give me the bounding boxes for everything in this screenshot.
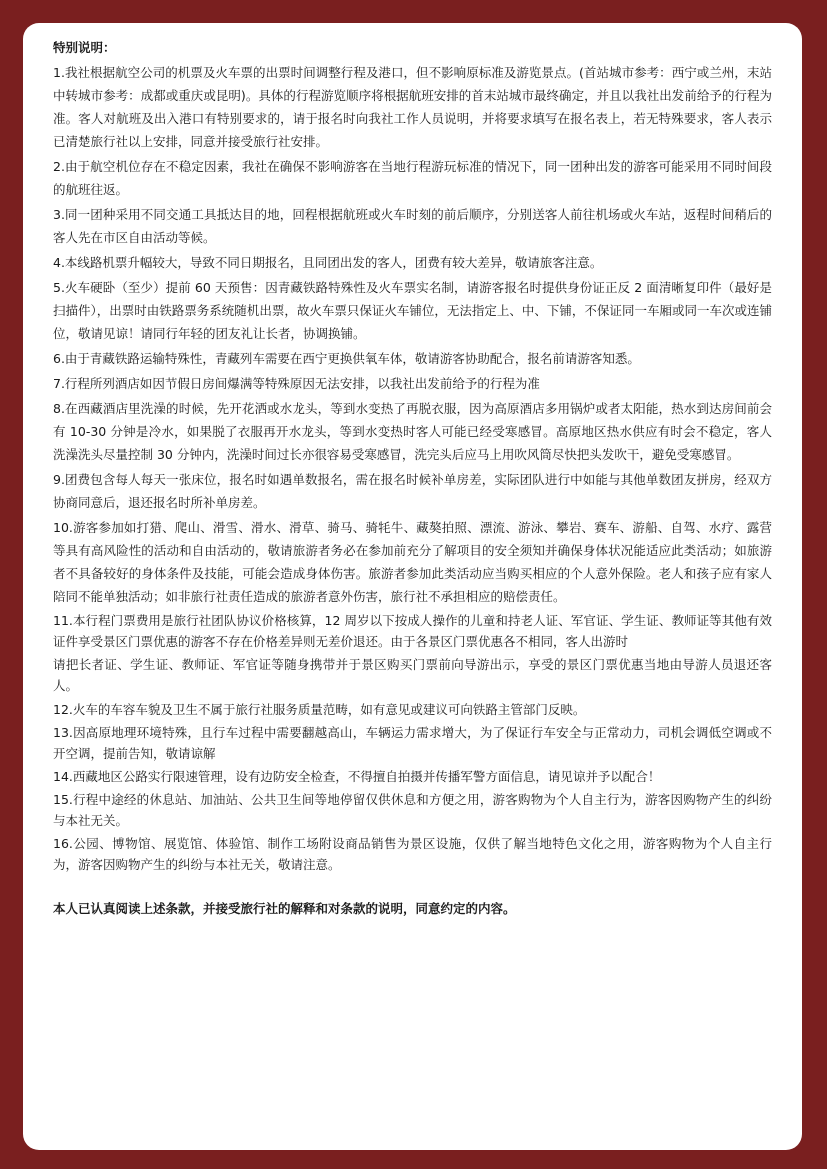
clause-3: 3.同一团种采用不同交通工具抵达目的地，回程根据航班或火车时刻的前后顺序，分别送客人前往机场或火车站，返程时间稍后的客人先在市区自由活动等候。 [53, 207, 772, 245]
clause-7: 7.行程所列酒店如因节假日房间爆满等特殊原因无法安排，以我社出发前给予的行程为准 [53, 376, 540, 391]
clause-14: 14.西藏地区公路实行限速管理，设有边防安全检查，不得擅自拍摄并传播军警方面信息，请见谅并予以配合！ [53, 769, 661, 784]
clause-13: 13.因高原地理环境特殊，且行车过程中需要翻越高山，车辆运力需求增大，为了保证行车安全与正常动力，司机会调低空调或不开空调，提前告知，敬请谅解 [53, 725, 772, 761]
clause-9: 9.团费包含每人每天一张床位，报名时如遇单数报名，需在报名时候补单房差，实际团队进行中如能与其他单数团友拼房，经双方协商同意后，退还报名时所补单房差。 [53, 472, 772, 510]
clause-4: 4.本线路机票升幅较大，导致不同日期报名，且同团出发的客人，团费有较大差异，敬请旅客注意。 [53, 255, 603, 270]
clause-2: 2.由于航空机位存在不稳定因素，我社在确保不影响游客在当地行程游玩标准的情况下，同一团种出发的游客可能采用不同时间段的航班往返。 [53, 159, 772, 197]
clause-8: 8.在西藏酒店里洗澡的时候，先开花洒或水龙头，等到水变热了再脱衣服，因为高原酒店多用锅炉或者太阳能，热水到达房间前会有 10-30 分钟是冷水，如果脱了衣服再开水龙头，等到水变热时客人可能已经受寒感冒。高原地区热水供应有时会不稳定，客人洗澡洗头尽量控制 30 分钟内，洗澡时间过长亦很容易受寒感冒，洗完头后应马上用吹风筒尽快把头发吹干，避免受寒感冒。 [53, 401, 772, 462]
clause-5: 5.火车硬卧（至少）提前 60 天预售：因青藏铁路特殊性及火车票实名制，请游客报名时提供身份证正反 2 面清晰复印件（最好是扫描件），出票时由铁路票务系统随机出票，故火车票只保证火车铺位，无法指定上、中、下铺，不保证同一车厢或同一车次或连铺位，敬请见谅！请同行年轻的团友礼让长者，协调换铺。 [53, 280, 772, 341]
agreement-statement: 本人已认真阅读上述条款，并接受旅行社的解释和对条款的说明，同意约定的内容。 [53, 901, 516, 916]
clause-10: 10.游客参加如打猎、爬山、滑雪、滑水、滑草、骑马、骑牦牛、藏獒拍照、漂流、游泳、攀岩、赛车、游船、自驾、水疗、露营等具有高风险性的活动和自由活动的，敬请旅游者务必在参加前充分了解项目的安全须知并确保身体状况能适应此类活动；如旅游者不具备较好的身体条件及技能，可能会造成身体伤害。旅游者参加此类活动应当购买相应的个人意外保险。老人和孩子应有家人陪同不能单独活动；如非旅行社责任造成的旅游者意外伤害，旅行社不承担相应的赔偿责任。 [53, 520, 772, 604]
clause-6: 6.由于青藏铁路运输特殊性，青藏列车需要在西宁更换供氧车体，敬请游客协助配合，报名前请游客知悉。 [53, 351, 640, 366]
clause-12: 12.火车的车容车貌及卫生不属于旅行社服务质量范畴，如有意见或建议可向铁路主管部门反映。 [53, 702, 586, 717]
clause-11-continued: 请把长者证、学生证、教师证、军官证等随身携带并于景区购买门票前向导游出示，享受的景区门票优惠当地由导游人员退还客人。 [53, 657, 772, 693]
clause-1: 1.我社根据航空公司的机票及火车票的出票时间调整行程及港口，但不影响原标准及游览景点。(首站城市参考：西宁或兰州，末站中转城市参考：成都或重庆或昆明)。具体的行程游览顺序将根据航班安排的首末站城市最终确定，并且以我社出发前给予的行程为准。客人对航班及出入港口有特别要求的，请于报名时向我社工作人员说明，并将要求填写在报名表上，若无特殊要求，客人表示已清楚旅行社以上安排，同意并接受旅行社安排。 [53, 65, 772, 149]
section-heading: 特别说明： [53, 40, 116, 55]
clause-15: 15.行程中途经的休息站、加油站、公共卫生间等地停留仅供休息和方便之用，游客购物为个人自主行为，游客因购物产生的纠纷与本社无关。 [53, 792, 772, 828]
document-page [23, 23, 802, 1150]
clause-11: 11.本行程门票费用是旅行社团队协议价格核算，12 周岁以下按成人操作的儿童和持老人证、军官证、学生证、教师证等其他有效证件享受景区门票优惠的游客不存在价格差异则无差价退还。由于各景区门票优惠各不相同，客人出游时 [53, 613, 772, 649]
clause-16: 16.公园、博物馆、展览馆、体验馆、制作工场附设商品销售为景区设施，仅供了解当地特色文化之用，游客购物为个人自主行为，游客因购物产生的纠纷与本社无关，敬请注意。 [53, 836, 772, 872]
